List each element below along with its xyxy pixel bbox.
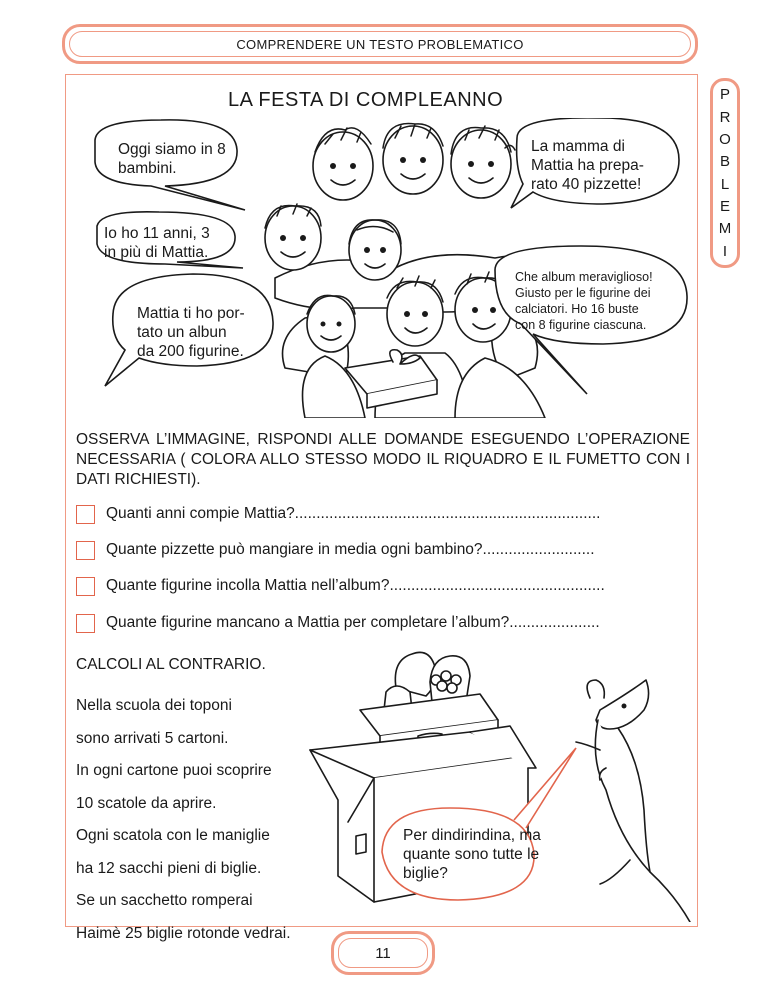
- header-title: COMPRENDERE UN TESTO PROBLEMATICO: [69, 31, 691, 57]
- bubble-line: Io ho 11 anni, 3: [104, 225, 210, 242]
- poem-line: Ogni scatola con le maniglie: [76, 827, 270, 844]
- page-number-box: [331, 931, 435, 975]
- answer-checkbox[interactable]: [76, 505, 95, 524]
- question-row: [76, 538, 595, 562]
- bubble-age: [104, 224, 210, 262]
- question-text: Quante pizzette può mangiare in media ogni bambino?..........................: [106, 541, 595, 558]
- question-text: Quante figurine mancano a Mattia per completare l’album?.....................: [106, 614, 600, 631]
- answer-checkbox[interactable]: [76, 541, 95, 560]
- bubble-line: Oggi siamo in 8: [118, 141, 226, 158]
- bubble-line: Che album meraviglioso!: [515, 270, 653, 284]
- question-row: [76, 574, 605, 598]
- bubble-children-count: [118, 140, 226, 178]
- side-letter: L: [720, 175, 730, 193]
- side-letter: I: [722, 242, 728, 260]
- bubble-album: [515, 269, 653, 333]
- question-row: [76, 502, 600, 526]
- question-text: Quante figurine incolla Mattia nell’album?..................................................: [106, 577, 605, 594]
- bubble-line: quante sono tutte le: [403, 846, 540, 863]
- bubble-line: tato un albun: [137, 324, 227, 341]
- bubble-line: calciatori. Ho 16 buste: [515, 302, 639, 316]
- side-letter: P: [719, 86, 730, 104]
- section-title: CALCOLI AL CONTRARIO.: [76, 656, 266, 673]
- poem-line: sono arrivati 5 cartoni.: [76, 729, 229, 747]
- poem-line: Haimè 25 biglie rotonde vedrai.: [76, 924, 291, 942]
- bubble-line: con 8 figurine ciascuna.: [515, 318, 647, 332]
- bubble-line: da 200 figurine.: [137, 343, 244, 360]
- side-letter: R: [719, 108, 731, 126]
- question-text: Quanti anni compie Mattia?.......................................................................: [106, 505, 601, 522]
- bubble-gift: [137, 304, 245, 361]
- question-row: [76, 611, 600, 635]
- bubble-line: rato 40 pizzette!: [531, 176, 642, 193]
- side-letter: B: [719, 153, 730, 171]
- poem-line: Nella scuola dei toponi: [76, 697, 232, 714]
- bubble-line: bambini.: [118, 160, 177, 177]
- mouse-speech-bubble: [403, 826, 541, 883]
- bubble-line: Mattia ha prepa-: [531, 157, 644, 174]
- page-title: LA FESTA DI COMPLEANNO: [228, 89, 504, 111]
- bubble-line: La mamma di: [531, 138, 625, 155]
- answer-checkbox[interactable]: [76, 614, 95, 633]
- header-frame: [62, 24, 698, 64]
- bubble-line: in più di Mattia.: [104, 244, 209, 261]
- bubble-line: biglie?: [403, 865, 448, 882]
- bubble-line: Mattia ti ho por-: [137, 305, 245, 322]
- side-letter: E: [719, 197, 730, 215]
- bubble-line: Per dindirindina, ma: [403, 827, 541, 844]
- poem-line: ha 12 sacchi pieni di biglie.: [76, 859, 262, 877]
- bubble-line: Giusto per le figurine dei: [515, 286, 651, 300]
- poem-line: Se un sacchetto romperai: [76, 892, 253, 909]
- poem-line: In ogni cartone puoi scoprire: [76, 762, 272, 779]
- side-letter: M: [718, 220, 732, 238]
- instructions: OSSERVA L’IMMAGINE, RISPONDI ALLE DOMANDE ESEGUENDO L’OPERAZIONE NECESSARIA ( COLORA ALLO STESSO MODO IL RIQUADRO E IL FUMETTO CON I DATI RICHIESTI).: [76, 431, 690, 488]
- side-label-problemi: [710, 78, 740, 268]
- poem-line: 10 scatole da aprire.: [76, 794, 217, 812]
- page-number: 11: [338, 938, 428, 968]
- answer-checkbox[interactable]: [76, 577, 95, 596]
- side-letter: O: [719, 130, 731, 148]
- bubble-pizzette: [531, 137, 644, 194]
- poem: [76, 697, 291, 957]
